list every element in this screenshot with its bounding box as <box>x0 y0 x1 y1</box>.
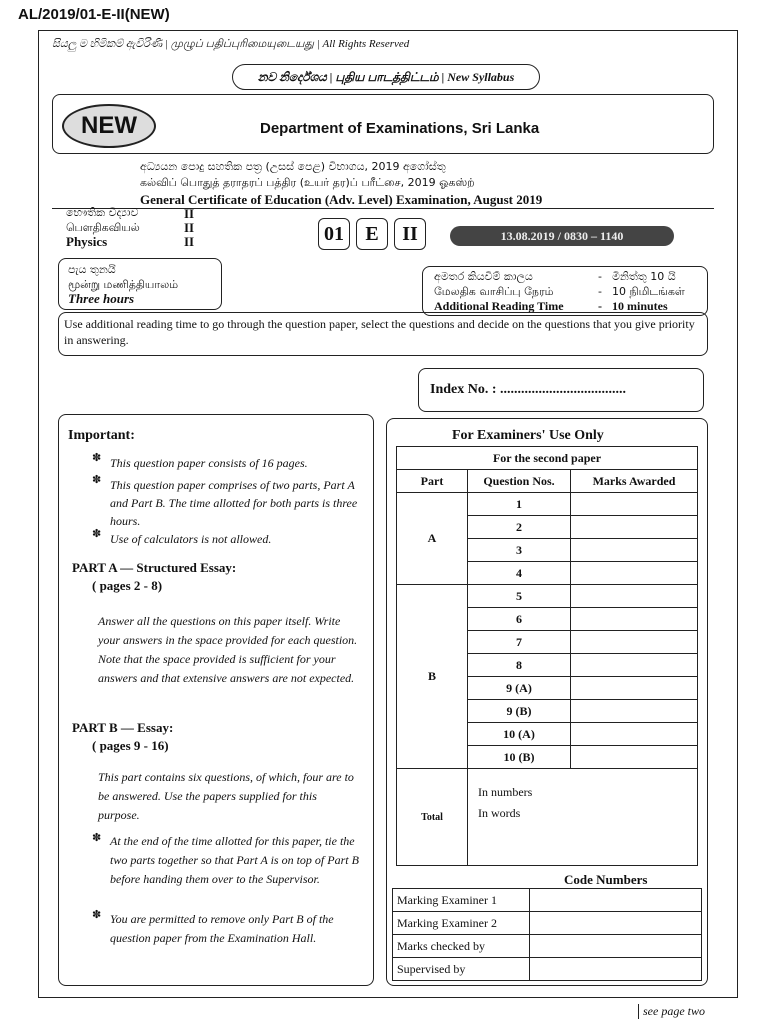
part-b-text: This part contains six questions, of which, four are to be answered. Use the papers supplied for this purpose. <box>98 770 354 822</box>
code-row-label: Marks checked by <box>393 935 530 958</box>
subject-tamil: பௌதிகவியல் <box>66 221 140 234</box>
reading-sinhala-value: මිනිත්තු 10 යි <box>612 270 676 283</box>
paper-code: II <box>394 218 426 250</box>
mark-cell[interactable] <box>571 723 698 746</box>
reading-english-value: 10 minutes <box>612 299 668 313</box>
mark-cell[interactable] <box>571 608 698 631</box>
duration-tamil: மூன்று மணித்தியாலம் <box>68 278 179 291</box>
in-numbers-label: In numbers <box>478 785 533 799</box>
end-point-1: At the end of the time allotted for this paper, tie the two parts together so that Part A is on top of Part B before handing them over to the Supervisor. <box>110 834 359 886</box>
important-title: Important: <box>68 428 135 443</box>
mark-cell[interactable] <box>571 677 698 700</box>
question-no: 4 <box>468 562 571 585</box>
part-mark: II <box>184 234 195 249</box>
question-no: 1 <box>468 493 571 516</box>
code-numbers-table <box>392 888 702 981</box>
end-point-2: You are permitted to remove only Part B of the question paper from the Examination Hall. <box>110 912 334 945</box>
examiners-title: For Examiners' Use Only <box>452 428 604 443</box>
mark-cell[interactable] <box>571 654 698 677</box>
dash: - <box>598 285 602 298</box>
exam-title-tamil: கல்விப் பொதுத் தராதரப் பத்திர (உயர் தர)ப் பரீட்சை, 2019 ஓகஸ்ற் <box>140 176 475 189</box>
question-no: 2 <box>468 516 571 539</box>
subject-code: 01 <box>318 218 350 250</box>
reading-english: Additional Reading Time <box>434 299 564 313</box>
mark-cell[interactable] <box>571 700 698 723</box>
reading-instruction: Use additional reading time to go through the question paper, select the questions and decide on the questions that you give priority in answering. <box>64 317 695 347</box>
question-no: 9 (A) <box>468 677 571 700</box>
part-mark: II <box>184 206 195 221</box>
marks-subtitle: For the second paper <box>397 447 698 470</box>
col-marks-awarded: Marks Awarded <box>571 470 698 493</box>
code-cell[interactable] <box>530 958 702 981</box>
col-question-nos: Question Nos. <box>468 470 571 493</box>
in-words-label: In words <box>478 806 521 820</box>
mark-cell[interactable] <box>571 585 698 608</box>
question-no: 5 <box>468 585 571 608</box>
question-no: 10 (A) <box>468 723 571 746</box>
important-bullet: ✽ <box>92 474 102 486</box>
subject-sinhala: භෞතික විද්‍යාව <box>66 206 139 219</box>
footer-see-page: see page two <box>638 1004 705 1019</box>
mark-cell[interactable] <box>571 493 698 516</box>
question-no: 7 <box>468 631 571 654</box>
paper-ref-code: AL/2019/01-E-II(NEW) <box>18 6 170 23</box>
total-label: Total <box>397 769 468 866</box>
important-bullet: ✽ <box>92 452 102 464</box>
reading-tamil: மேலதிக வாசிப்பு நேரம் <box>434 285 554 298</box>
duration-english: Three hours <box>68 291 135 306</box>
end-bullet: ✽ <box>92 832 102 844</box>
important-bullet: ✽ <box>92 528 102 540</box>
exam-date-time: 13.08.2019 / 0830 – 1140 <box>450 226 674 246</box>
part-b-title: PART B — Essay: <box>72 720 174 735</box>
code-cell[interactable] <box>530 935 702 958</box>
dash: - <box>598 270 602 283</box>
code-cell[interactable] <box>530 912 702 935</box>
reading-sinhala: අමතර කියවීම් කාලය <box>434 270 533 283</box>
important-point-2: This question paper comprises of two parts, Part A and Part B. The time allotted for both parts is three hours. <box>110 478 358 528</box>
question-no: 3 <box>468 539 571 562</box>
mark-cell[interactable] <box>571 516 698 539</box>
part-a-pages: ( pages 2 - 8) <box>92 578 163 593</box>
part-a-cell: A <box>397 493 468 585</box>
marks-table <box>396 446 698 866</box>
code-row-label: Marking Examiner 2 <box>393 912 530 935</box>
question-no: 9 (B) <box>468 700 571 723</box>
dash: - <box>598 299 602 313</box>
duration-sinhala: පැය තුනයි <box>68 263 116 276</box>
medium-code: E <box>356 218 388 250</box>
mark-cell[interactable] <box>571 631 698 654</box>
total-cell[interactable] <box>468 769 698 866</box>
department-name: Department of Examinations, Sri Lanka <box>260 120 540 137</box>
part-b-cell: B <box>397 585 468 769</box>
part-mark: II <box>184 220 195 235</box>
end-bullet: ✽ <box>92 909 102 921</box>
exam-title-sinhala: අධ්‍යයන පොදු සහතික පත්‍ර (උසස් පෙළ) විභාගය, 2019 අගෝස්තු <box>140 160 446 173</box>
question-no: 6 <box>468 608 571 631</box>
part-a-title: PART A — Structured Essay: <box>72 560 237 575</box>
rights-notice: සියලු ම හිමිකම් ඇවිරිණි | முழுப் பதிப்புரிமையுடையது | All Rights Reserved <box>52 38 410 50</box>
code-row-label: Supervised by <box>393 958 530 981</box>
code-numbers-title: Code Numbers <box>564 872 648 887</box>
question-no: 8 <box>468 654 571 677</box>
index-no-label: Index No. : .................................... <box>430 382 627 397</box>
divider <box>52 208 714 209</box>
code-cell[interactable] <box>530 889 702 912</box>
question-no: 10 (B) <box>468 746 571 769</box>
syllabus-label: නව නිර්දේශය | புதிய பாடத்திட்டம் | New Syllabus <box>232 64 540 90</box>
important-point-1: This question paper consists of 16 pages. <box>110 456 308 470</box>
code-row-label: Marking Examiner 1 <box>393 889 530 912</box>
important-point-3: Use of calculators is not allowed. <box>110 532 272 546</box>
col-part: Part <box>397 470 468 493</box>
reading-tamil-value: 10 நிமிடங்கள் <box>612 285 685 298</box>
part-a-text: Answer all the questions on this paper itself. Write your answers in the space provided for each question. Note that the space provided is sufficient for your answers and that extensive answers are not expected. <box>98 614 358 685</box>
exam-title-english: General Certificate of Education (Adv. Level) Examination, August 2019 <box>140 192 543 207</box>
subject-english: Physics <box>66 234 108 249</box>
mark-cell[interactable] <box>571 562 698 585</box>
new-badge: NEW <box>62 104 156 148</box>
mark-cell[interactable] <box>571 539 698 562</box>
mark-cell[interactable] <box>571 746 698 769</box>
part-b-pages: ( pages 9 - 16) <box>92 738 169 753</box>
